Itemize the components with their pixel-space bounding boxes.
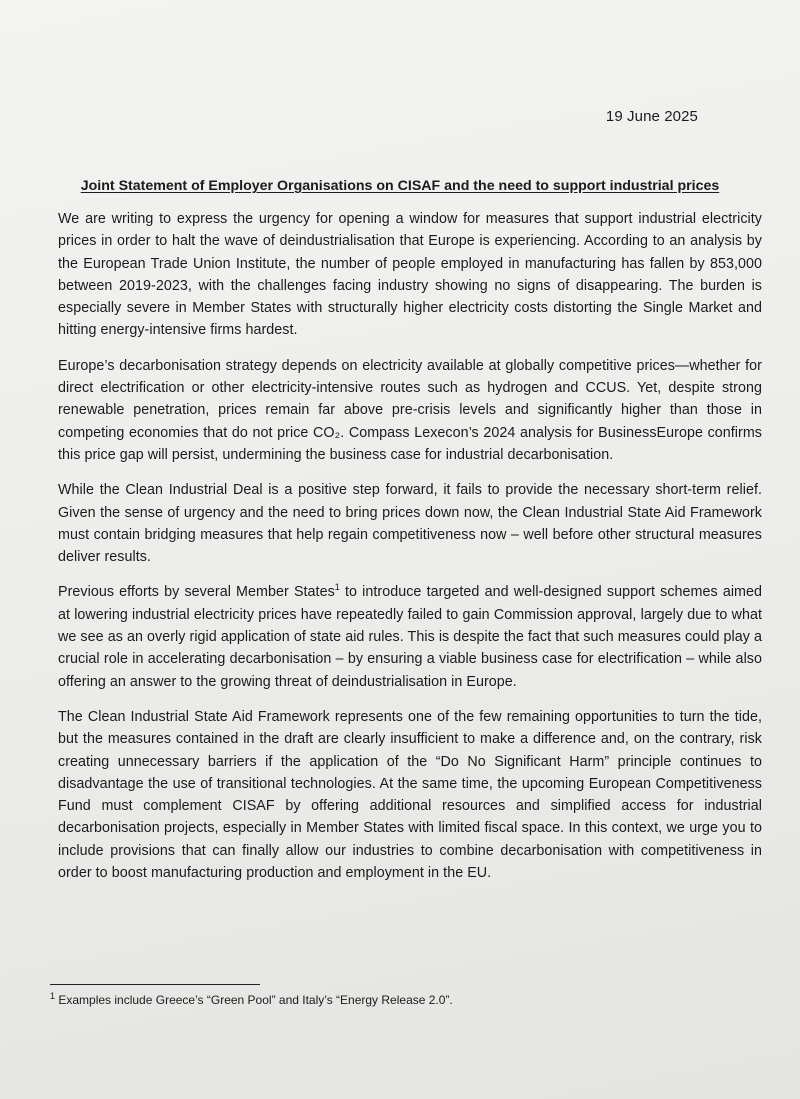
footnote [50, 992, 750, 1008]
document-body [58, 208, 762, 897]
footnote-text: Examples include Greece’s “Green Pool” and Italy’s “Energy Release 2.0”. [55, 993, 453, 1007]
paragraph-4-start: Previous efforts by several Member States [58, 584, 335, 601]
paragraph-2: Europe’s decarbonisation strategy depends on electricity available at globally competitive prices—whether for direct electrification or other electricity-intensive routes such as hydrogen and CCUS. Yet, despite strong renewable penetration, prices remain far above pre-crisis levels and significantly higher than those in competing economies that do not price CO₂. Compass Lexecon’s 2024 analysis for BusinessEurope confirms this price gap will persist, undermining the business case for industrial decarbonisation. [58, 357, 762, 463]
paragraph-4 [58, 581, 762, 692]
paragraph-3: While the Clean Industrial Deal is a positive step forward, it fails to provide the necessary short-term relief. Given the sense of urgency and the need to bring prices down now, the Clean Industrial State Aid Framework must contain bridging measures that help regain competitiveness now – well before other structural measures deliver results. [58, 482, 762, 566]
paragraph-4-rest: to introduce targeted and well-designed support schemes aimed at lowering industrial electricity prices have repeatedly failed to gain Commission approval, largely due to what we see as an overly rigid application of state aid rules. This is despite the fact that such measures could play a crucial role in accelerating decarbonisation – by ensuring a viable business case for electrification – while also offering an answer to the growing threat of deindustrialisation in Europe. [58, 584, 763, 690]
document-date: 19 June 2025 [605, 108, 698, 125]
document-title: Joint Statement of Employer Organisations on CISAF and the need to support industrial prices [80, 178, 720, 194]
footnote-reference: 1 [334, 582, 340, 593]
footnote-marker: 1 [50, 991, 56, 1001]
paragraph-5: The Clean Industrial State Aid Framework represents one of the few remaining opportunities to turn the tide, but the measures contained in the draft are clearly insufficient to make a difference and, on the contrary, risk creating unnecessary barriers if the application of the “Do No Significant Harm” principle continues to disadvantage the use of transitional technologies. At the same time, the upcoming European Competitiveness Fund must complement CISAF by offering additional resources and simplified access for industrial decarbonisation projects, especially in Member States with limited fiscal space. In this context, we urge you to include provisions that can finally allow our industries to combine decarbonisation with competitiveness in order to boost manufacturing production and employment in the EU. [58, 708, 762, 882]
footnote-divider [50, 984, 260, 985]
paragraph-1: We are writing to express the urgency for opening a window for measures that support industrial electricity prices in order to halt the wave of deindustrialisation that Europe is experiencing. According to an analysis by the European Trade Union Institute, the number of people employed in manufacturing has fallen by 853,000 between 2019-2023, with the challenges facing industry showing no signs of disappearing. The burden is especially severe in Member States with structurally higher electricity costs distorting the Single Market and hitting energy-intensive firms hardest. [58, 211, 762, 339]
